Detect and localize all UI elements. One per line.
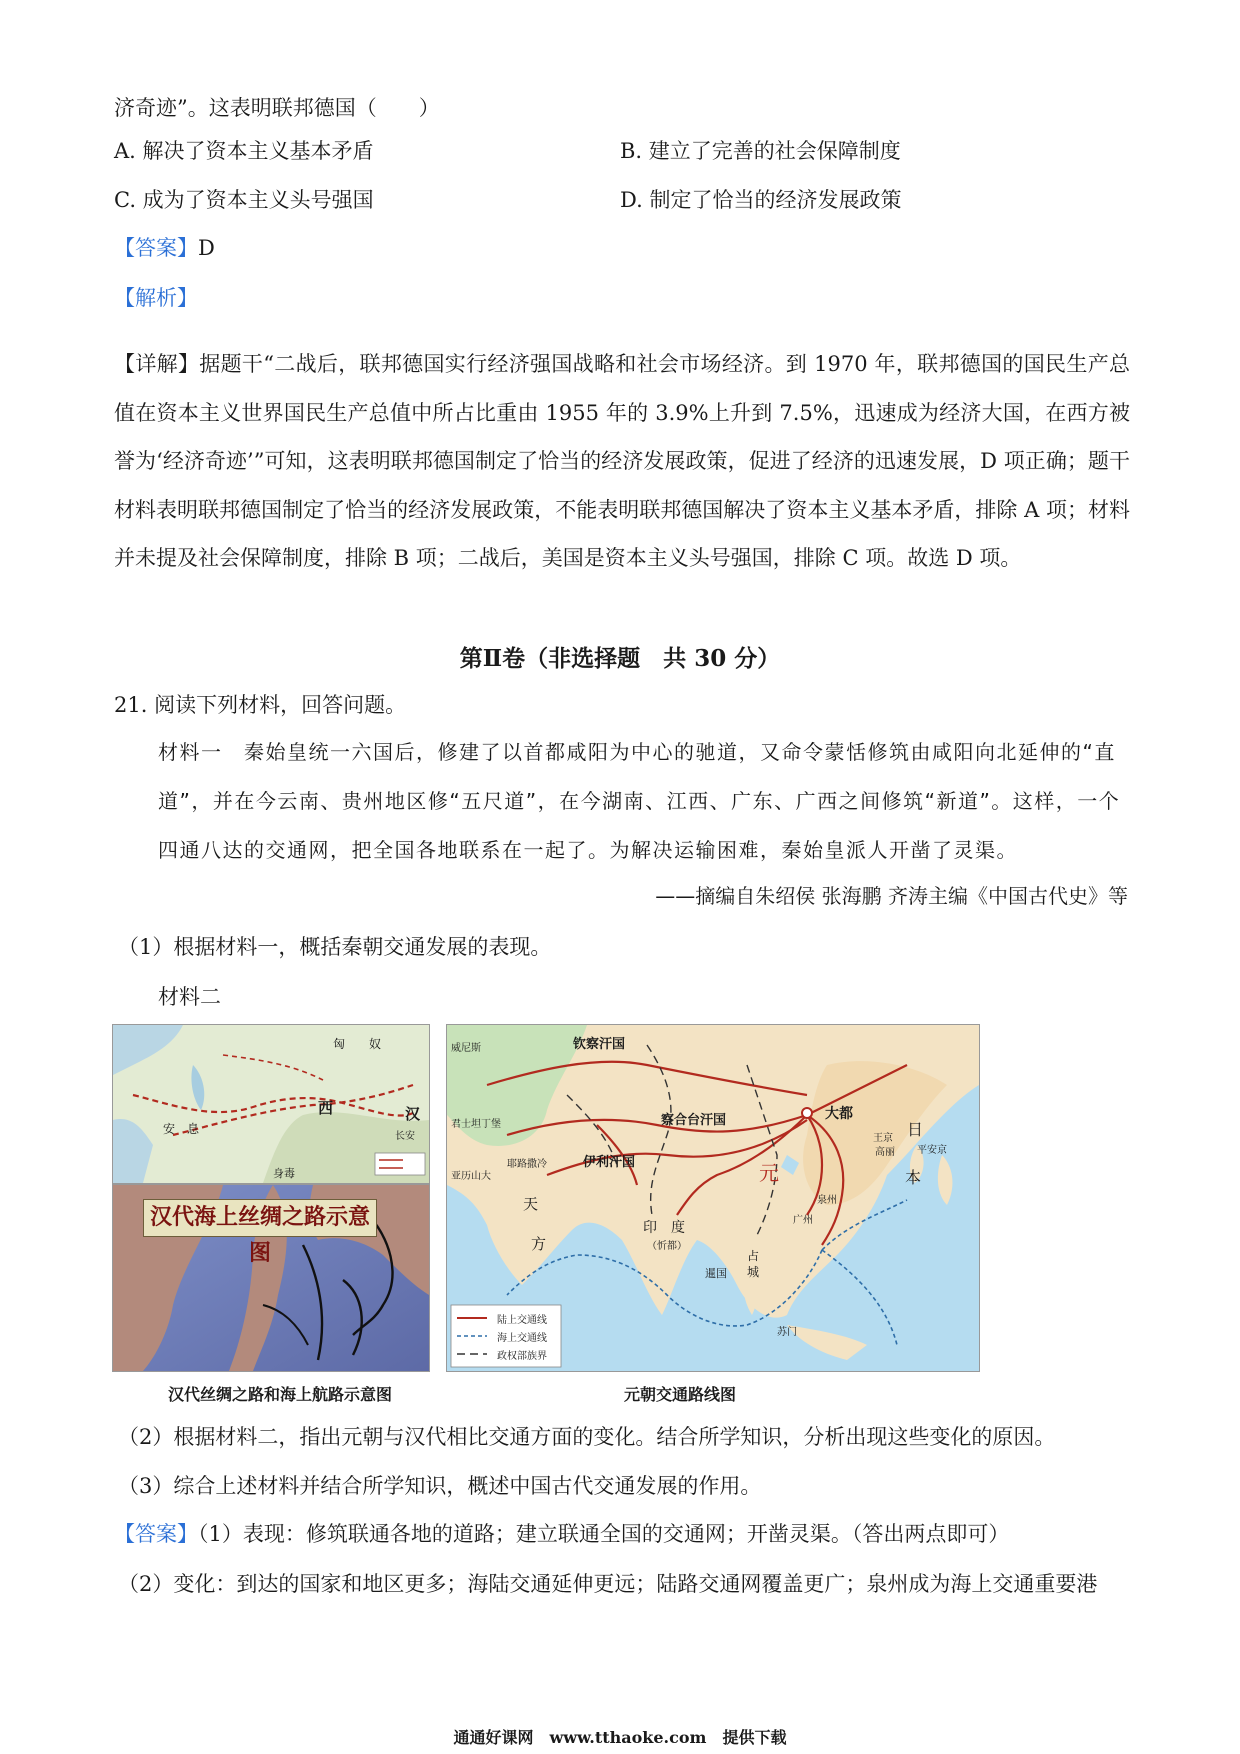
- label-fang: 方: [531, 1235, 547, 1253]
- label-kipchak: 钦察汗国: [573, 1037, 626, 1052]
- question-21-stem: 21. 阅读下列材料，回答问题。: [114, 693, 407, 717]
- label-india: 印 度: [643, 1220, 685, 1236]
- legend-border: 政权部族界: [497, 1351, 547, 1362]
- answer-21-part-1: （1）表现：修筑联通各地的道路；建立联通全国的交通网；开凿灵渠。（答出两点即可）: [198, 1522, 1010, 1546]
- caption-yuan-map: 元朝交通路线图: [624, 1385, 737, 1404]
- answer-value: D: [198, 236, 215, 260]
- label-sumen: 苏门: [777, 1327, 797, 1338]
- label-constantinople: 君士坦丁堡: [451, 1119, 501, 1130]
- label-xiongnu: 匈 奴: [333, 1037, 382, 1051]
- map-han-sea-title: 汉代海上丝绸之路示意图: [143, 1199, 377, 1237]
- label-wangjing: 王京: [873, 1133, 893, 1144]
- option-a: A. 解决了资本主义基本矛盾: [114, 139, 374, 163]
- label-japan-ben: 本: [905, 1168, 922, 1187]
- material-one-source: ——摘编自朱绍侯 张海鹏 齐涛主编《中国古代史》等: [655, 884, 1128, 908]
- option-d: D. 制定了恰当的经济发展政策: [620, 188, 902, 212]
- label-japan-ri: 日: [907, 1120, 924, 1139]
- analysis-tag: 【解析】: [114, 286, 198, 310]
- legend-sea: 海上交通线: [497, 1333, 547, 1344]
- label-ilkhan: 伊利汗国: [583, 1155, 636, 1170]
- label-venice: 威尼斯: [451, 1043, 481, 1054]
- label-jerusalem: 耶路撒冷: [507, 1159, 547, 1170]
- question-stem-tail: 济奇迹”。这表明联邦德国（ ）: [114, 96, 440, 120]
- option-c: C. 成为了资本主义头号强国: [114, 188, 374, 212]
- label-india-sub: （忻都）: [647, 1241, 687, 1252]
- label-heian: 平安京: [917, 1145, 947, 1156]
- sub-question-2: （2）根据材料二，指出元朝与汉代相比交通方面的变化。结合所学知识，分析出现这些变化的原因。: [118, 1425, 1056, 1449]
- option-b: B. 建立了完善的社会保障制度: [620, 139, 901, 163]
- page-footer: 通通好课网 www.tthaoke.com 提供下载: [453, 1728, 787, 1747]
- label-yuan: 元: [759, 1161, 779, 1185]
- map-han-land-graphic: [113, 1025, 429, 1183]
- analysis-line: [114, 283, 198, 313]
- material-one: 材料一 秦始皇统一六国后，修建了以首都咸阳为中心的驰道，又命令蒙恬修筑由咸阳向北延伸的“直道”，并在今云南、贵州地区修“五尺道”，在今湖南、江西、广东、广西之间修筑“新道”。这样，一个四通八达的交通网，把全国各地联系在一起了。为解决运输困难，秦始皇派人开凿了灵渠。: [158, 740, 1121, 862]
- detail-paragraph: [114, 340, 1130, 583]
- material-two-label: 材料二: [158, 985, 221, 1009]
- label-xi: 西: [318, 1099, 334, 1117]
- map-han-maritime: [112, 1184, 430, 1372]
- answer-21-tag: 【答案】: [114, 1522, 198, 1546]
- label-dadu: 大都: [825, 1106, 853, 1122]
- answer-21-part-2: （2）变化：到达的国家和地区更多；海陆交通延伸更远；陆路交通网覆盖更广；泉州成为海上交通重要港: [118, 1572, 1098, 1596]
- label-tian: 天: [523, 1195, 539, 1213]
- map-han-silk-road: [112, 1024, 430, 1184]
- legend-land: 陆上交通线: [497, 1315, 547, 1326]
- sub-question-3: （3）综合上述材料并结合所学知识，概述中国古代交通发展的作用。: [118, 1474, 762, 1498]
- label-quanzhou: 泉州: [817, 1195, 837, 1206]
- label-chagatai: 察合台汗国: [661, 1113, 727, 1128]
- detail-tag: 【详解】: [114, 352, 200, 376]
- label-alexandria: 亚历山大: [451, 1171, 491, 1182]
- label-han: 汉: [405, 1105, 421, 1123]
- label-shendu: 身毒: [273, 1167, 295, 1180]
- label-zhenla: 暹国: [705, 1267, 727, 1280]
- map-yuan-routes: [446, 1024, 980, 1372]
- label-zhan: 占: [747, 1249, 760, 1263]
- detail-text: 据题干“二战后，联邦德国实行经济强国战略和社会市场经济。到 1970 年，联邦德国的国民生产总值在资本主义世界国民生产总值中所占比重由 1955 年的 3.9%上升到 7.5%，迅速成为经济大国，在西方被誉为‘经济奇迹’”可知，这表明联邦德国制定了恰当的经济发展政策，促进了经济的迅速发展，D 项正确；题干材料表明联邦德国制定了恰当的经济发展政策，不能表明联邦德国解决了资本主义基本矛盾，排除 A 项；材料并未提及社会保障制度，排除 B 项；二战后，美国是资本主义头号强国，排除 C 项。故选 D 项。: [114, 352, 1131, 570]
- sub-question-1: （1）根据材料一，概括秦朝交通发展的表现。: [118, 935, 552, 959]
- caption-han-map: 汉代丝绸之路和海上航路示意图: [168, 1385, 393, 1404]
- answer-line: [114, 233, 215, 263]
- answer-21-line-1: [114, 1519, 1009, 1549]
- label-changan: 长安: [395, 1131, 415, 1142]
- answer-tag: 【答案】: [114, 236, 198, 260]
- section-title: 第Ⅱ卷（非选择题 共 30 分）: [459, 645, 781, 672]
- label-gaoli: 高丽: [875, 1147, 895, 1158]
- label-guangzhou: 广州: [793, 1215, 813, 1226]
- label-cheng: 城: [747, 1265, 760, 1279]
- label-anxi: 安 息: [163, 1122, 200, 1136]
